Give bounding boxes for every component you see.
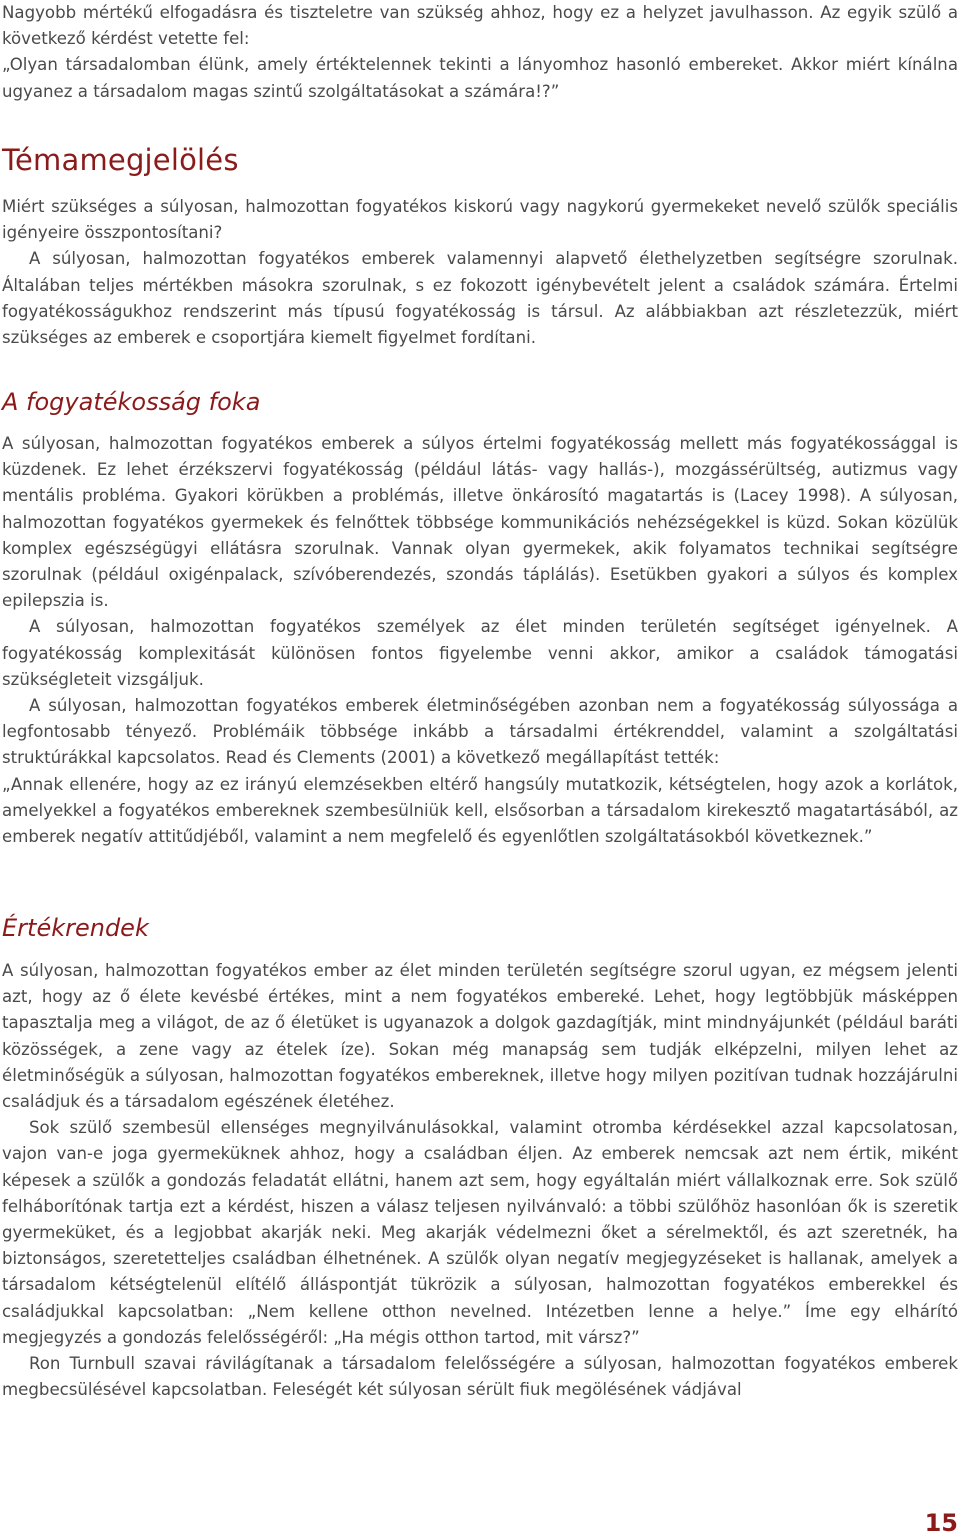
section-degree-body <box>2 431 958 850</box>
intro-paragraph: Nagyobb mértékű elfogadásra és tiszteletre van szükség ahhoz, hogy ez a helyzet javulhasson. Az egyik szülő a következő kérdést vetette fel: <box>2 3 958 49</box>
values-paragraph-2: Sok szülő szembesül ellenséges megnyilvánulásokkal, valamint otromba kérdésekkel azzal kapcsolatosan, vajon van-e joga gyermeküknek ahhoz, hogy a családban éljen. Az emberek nemcsak azt nem értik, miként képesek a szülők a gondozás feladatát ellátni, hanem azt sem, hogy egyáltalán miért vállalkoznak erre. Sok szülő felháborítónak tartja ezt a kérdést, hiszen a válasz teljesen nyilvánvaló: a többi szülőhöz hasonlóan ők is szeretik gyermeküket, és a legjobbat akarják neki. Meg akarják védelmezni őket a sérelmektől, és azt szeretnék, ha biztonságos, szeretetteljes családban élhetnének. A szülők olyan negatív megjegyzéseket is hallanak, amelyek a társadalom kétségtelenül elítélő álláspontját tükrözik a súlyosan, halmozottan fogyatékos emberekkel és családjukkal kapcsolatban: „Nem kellene otthon nevelned. Intézetben lenne a helye.” Íme egy elhárító megjegyzés a gondozás felelősségéről: „Ha mégis otthon tartod, mit vársz?” <box>2 1118 958 1347</box>
section-topic-heading-wrap <box>2 140 958 180</box>
intro-block <box>2 0 958 105</box>
values-paragraph-1: A súlyosan, halmozottan fogyatékos ember az élet minden területén segítségre szorul ugyan, ez mégsem jelenti azt, hogy az ő élete kevésbé értékes, mint a nem fogyatékos embereké. Lehet, hogy legtöbbjük másképpen tapasztalja meg a világot, de az ő életüket is ugyanazok a dolgok gazdagítják, mint mindnyájunkét (például baráti közösségek, a zene vagy az ételek íze). Sokan még manapság sem tudják elképzelni, milyen lehet az életminőségük a súlyosan, halmozottan fogyatékos embereknek, illetve hogy milyen pozitívan tudnak hozzájárulni családjuk és a társadalom egészének életéhez. <box>2 961 958 1112</box>
section-values-body <box>2 958 958 1403</box>
values-paragraph-3: Ron Turnbull szavai rávilágítanak a társadalom felelősségére a súlyosan, halmozottan fogyatékos emberek megbecsülésével kapcsolatban. Feleségét két súlyosan sérült fiuk megölésének vádjával <box>2 1354 958 1400</box>
topic-paragraph-2: A súlyosan, halmozottan fogyatékos emberek valamennyi alapvető élethelyzetben segítségre szorulnak. Általában teljes mértékben másokra szorulnak, s ez fokozott igénybevételt jelent a családok számára. Értelmi fogyatékosságukhoz rendszerint más típusú fogyatékosság is társul. Az alábbiakban azt részletezzük, miért szükséges az emberek e csoportjára kiemelt figyelmet fordítani. <box>2 249 958 348</box>
section-heading-values: Értékrendek <box>2 914 149 942</box>
section-topic-body <box>2 194 958 351</box>
page-number: 15 <box>924 1509 958 1537</box>
intro-quote: „Olyan társadalomban élünk, amely értéktelennek tekinti a lányomhoz hasonló embereket. Akkor miért kínálna ugyanez a társadalom magas szintű szolgáltatásokat a számára!?” <box>2 55 958 101</box>
section-heading-topic: Témamegjelölés <box>2 143 239 177</box>
degree-paragraph-2: A súlyosan, halmozottan fogyatékos személyek az élet minden területén segítséget igényelnek. A fogyatékosság komplexitását különösen fontos figyelembe venni akkor, amikor a családok támogatási szükségleteit vizsgáljuk. <box>2 617 958 689</box>
topic-paragraph-1: Miért szükséges a súlyosan, halmozottan fogyatékos kiskorú vagy nagykorú gyermekeket nevelő szülők speciális igényeire összpontosítani? <box>2 197 958 243</box>
section-heading-degree: A fogyatékosság foka <box>2 388 261 416</box>
degree-quote: „Annak ellenére, hogy az ez irányú elemzésekben eltérő hangsúly mutatkozik, kétségtelen, hogy azok a korlátok, amelyekkel a fogyatékos embereknek szembesülniük kell, elsősorban a társadalom kirekesztő magatartásából, az emberek negatív attitűdjéből, valamint a nem megfelelő és egyenlőtlen szolgáltatásokból következnek.” <box>2 774 958 847</box>
degree-paragraph-3: A súlyosan, halmozottan fogyatékos emberek életminőségében azonban nem a fogyatékosság súlyossága a legfontosabb tényező. Problémáik többsége inkább a társadalmi értékrenddel, valamint a szolgáltatási struktúrákkal kapcsolatos. Read és Clements (2001) a következő megállapítást tették: <box>2 696 958 768</box>
section-values-heading-wrap <box>2 911 958 945</box>
section-degree-heading-wrap <box>2 385 958 419</box>
degree-paragraph-1: A súlyosan, halmozottan fogyatékos emberek a súlyos értelmi fogyatékosság mellett más fogyatékossággal is küzdenek. Ez lehet érzékszervi fogyatékosság (például látás- vagy hallás-), mozgássérültség, autizmus vagy mentális probléma. Gyakori körükben a problémás, illetve önkárosító magatartás is (Lacey 1998). A súlyosan, halmozottan fogyatékos gyermekek és felnőttek többsége kommunikációs nehézségekkel is küzd. Sokan közülük komplex egészségügyi ellátásra szorulnak. Vannak olyan gyermekek, akik folyamatos technikai segítségre szorulnak (például oxigénpalack, szívóberendezés, szondás táplálás). Esetükben gyakori a súlyos és komplex epilepszia is. <box>2 434 958 611</box>
